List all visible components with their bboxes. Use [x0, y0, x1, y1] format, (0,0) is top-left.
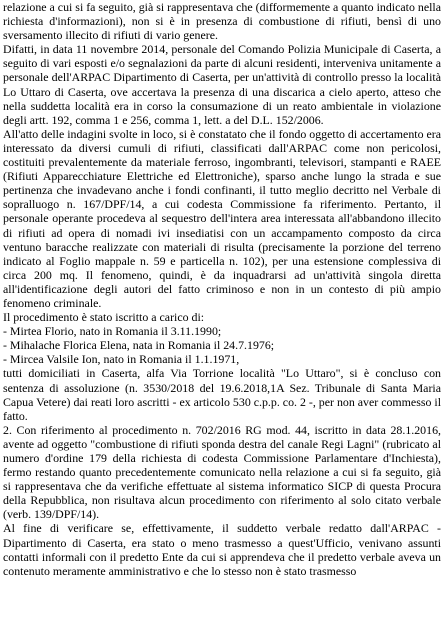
paragraph-indagini: All'atto delle indagini svolte in loco, si è constatato che il fondo oggetto di accertamento era interessato da diversi cumuli di rifiuti, classificati dall'ARPAC come non pericolosi, costituiti prevalentemente da materiale ferroso, ingombranti, televisori, stampanti e RAEE (Rifiuti Apparecchiature Elettriche ed Elettroniche), sparso anche lungo la strada e sue pertinenza che invadevano anche i fondi confinanti, il tutto meglio decritto nel Verbale di sopralluogo n. 167/DPF/14, a cui codesta Commissione fa riferimento. Pertanto, il personale operante procedeva al sequestro dell'intera area interessata all'abbandono illecito di rifiuti ad opera di nomadi ivi insediatisi con un accampamento composto da circa ventuno baracche realizzate con materiali di risulta (precisamente la porzione del terreno indicato al Foglio mappale n. 59 e particella n. 102), per una estensione complessiva di circa 200 mq. Il fenomeno, quindi, è da inquadrarsi ad un'attività singola diretta all'identificazione degli autori del fatto criminoso e non in un contesto di più ampio fenomeno criminale. — [3, 126, 441, 310]
paragraph-intro: relazione a cui si fa seguito, già si rappresentava che (difformemente a quanto indicato nella richiesta d'informazioni), non si è in presenza di combustione di rifiuti, bensì di uno sversamento illecito di rifiuti di vario genere. — [3, 0, 441, 43]
paragraph-verifica: Al fine di verificare se, effettivamente, il suddetto verbale redatto dall'ARPAC - Dipartimento di Caserta, era stato o meno trasmesso a quest'Ufficio, venivano assunti contatti informali con il predetto Ente da cui si apprendeva che il predetto verbale aveva un contenuto meramente amministrativo e che lo stesso non è stato trasmesso — [3, 521, 441, 578]
list-item-imputato: - Mirtea Florio, nato in Romania il 3.11.1990; — [3, 324, 222, 339]
paragraph-iscritto: Il procedimento è stato iscritto a carico di: — [3, 310, 205, 325]
list-item-imputato: - Mihalache Florica Elena, nata in Romania il 24.7.1976; — [3, 338, 275, 353]
list-item-imputato: - Mircea Valsile Ion, nato in Romania il 1.1.1971, — [3, 352, 240, 367]
paragraph-domiciliati: tutti domiciliati in Caserta, alfa Via Torrione località "Lo Uttaro", si è concluso con sentenza di assoluzione (n. 3530/2018 del 19.6.2018,1A Sez. Tribunale di Santa Maria Capua Vetere) dai reati loro ascritti - ex articolo 530 c.p.p. co. 2 -, per non aver commesso il fatto. — [3, 366, 441, 423]
paragraph-procedimento-702: 2. Con riferimento al procedimento n. 702/2016 RG mod. 44, iscritto in data 28.1.2016, avente ad oggetto "combustione di rifiuti sponda destra del canale Regi Lagni" (rubricato al numero d'ordine 179 della richiesta di codesta Commissione Parlamentare d'Inchiesta), fermo restando quanto precedentemente comunicato nella relazione a cui si fa seguito, già si rappresentava che da verifiche effettuate al sistema informatico SICP di questa Procura della Repubblica, non risultava alcun procedimento con riferimento al solo citato verbale (verb. 139/DPF/14). — [3, 422, 441, 522]
paragraph-fatti: Difatti, in data 11 novembre 2014, personale del Comando Polizia Municipale di Caserta, a seguito di vari esposti e/o segnalazioni da parte di alcuni residenti, interveniva unitamente a personale dell'ARPAC Dipartimento di Caserta, per un'attività di controllo presso la località Lo Uttaro di Caserta, ove accertava la presenza di una discarica a cielo aperto, atteso che nella suddetta località era in corso la consumazione di un reato ambientale in violazione degli artt. 192, comma 1 e 256, comma 1, lett. a del D.L. 152/2006. — [3, 42, 441, 127]
